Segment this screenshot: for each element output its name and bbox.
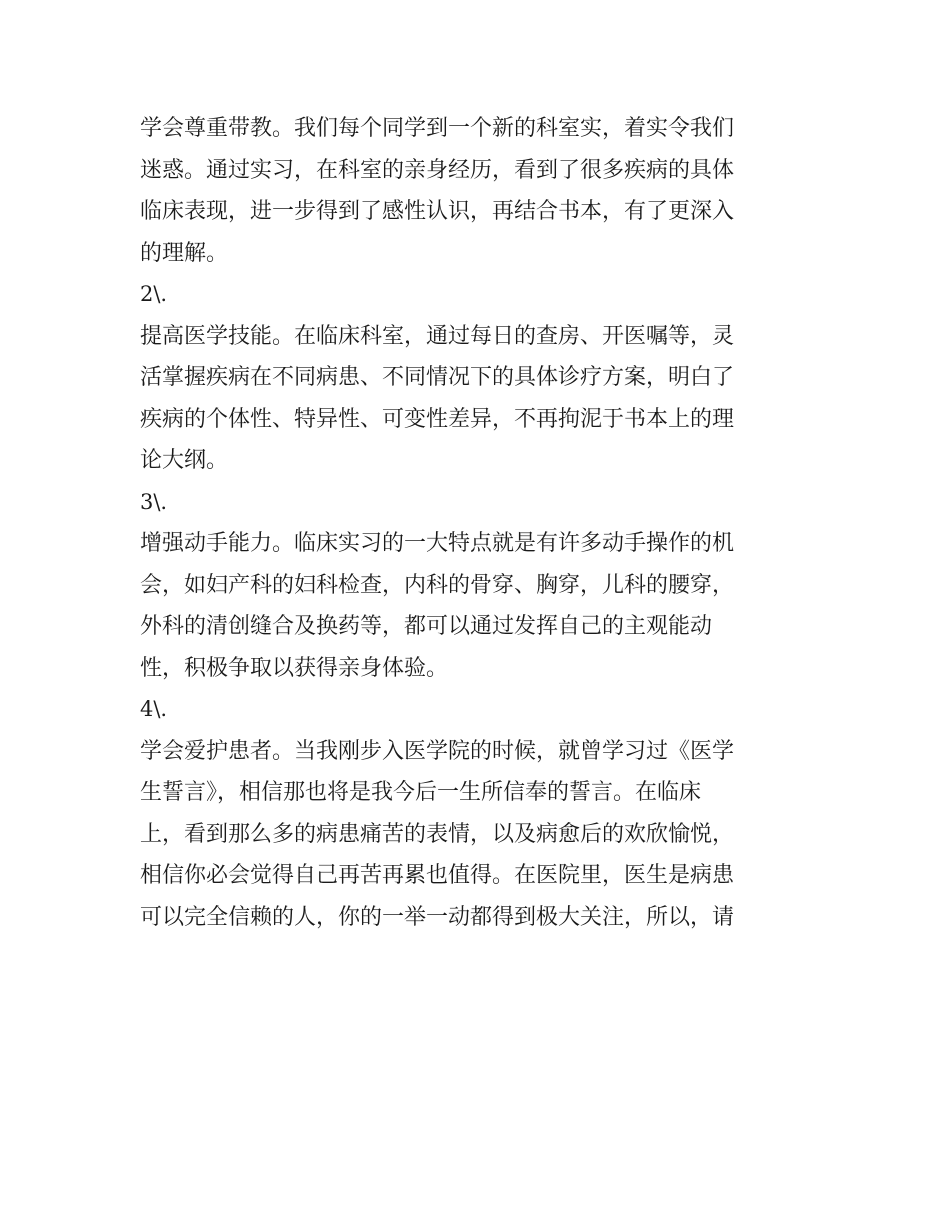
text-line: 的理解。 xyxy=(140,240,229,266)
item-number: 2\. xyxy=(140,282,168,306)
text-line: 活掌握疾病在不同病患、不同情况下的具体诊疗方案，明白了 xyxy=(140,365,735,390)
text-line: 会，如妇产科的妇科检查，内科的骨穿、胸穿，儿科的腰穿， xyxy=(140,572,735,598)
text-line: 疾病的个体性、特异性、可变性差异，不再拘泥于书本上的理 xyxy=(140,406,735,432)
text-line: 外科的清创缝合及换药等，都可以通过发挥自己的主观能动 xyxy=(140,614,713,639)
text-line: 上，看到那么多的病患痛苦的表情，以及病愈后的欢欣愉悦， xyxy=(140,821,735,847)
document-body xyxy=(140,108,820,938)
text-line: 论大纲。 xyxy=(140,448,229,473)
text-line: 生誓言》，相信那也将是我今后一生所信奉的誓言。在临床 xyxy=(140,780,702,805)
text-line: 相信你必会觉得自己再苦再累也值得。在医院里，医生是病患 xyxy=(140,863,735,888)
text-line: 迷惑。通过实习，在科室的亲身经历，看到了很多疾病的具体 xyxy=(140,157,735,183)
text-line: 增强动手能力。临床实习的一大特点就是有许多动手操作的机 xyxy=(140,531,735,556)
text-line: 提高医学技能。在临床科室，通过每日的查房、开医嘱等，灵 xyxy=(140,323,735,349)
text-line: 临床表现，进一步得到了感性认识，再结合书本，有了更深入 xyxy=(140,199,735,224)
item-number: 4\. xyxy=(140,697,168,721)
text-line: 可以完全信赖的人，你的一举一动都得到极大关注，所以，请 xyxy=(140,904,735,930)
text-line: 学会尊重带教。我们每个同学到一个新的科室实，着实令我们 xyxy=(140,116,735,141)
text-line: 性，积极争取以获得亲身体验。 xyxy=(140,655,449,681)
text-line: 学会爱护患者。当我刚步入医学院的时候，就曾学习过《医学 xyxy=(140,738,735,764)
item-number: 3\. xyxy=(140,489,168,514)
